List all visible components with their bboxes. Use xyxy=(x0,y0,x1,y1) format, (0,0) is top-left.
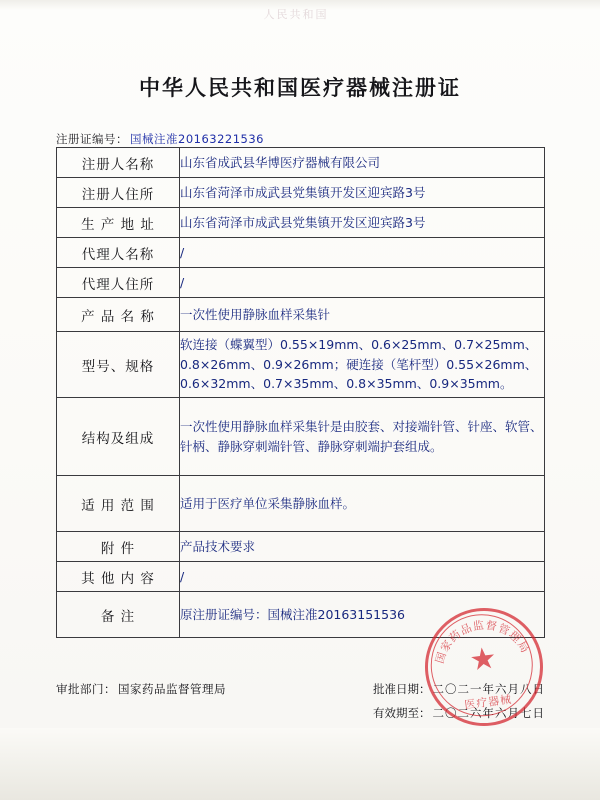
row-value: 山东省成武县华博医疗器械有限公司 xyxy=(180,148,545,178)
table-row xyxy=(57,238,545,268)
row-label: 注册人住所 xyxy=(57,178,180,208)
row-label: 备 注 xyxy=(57,592,180,638)
seal-bottom-text: 医疗器械 xyxy=(463,692,513,712)
valid-until-date xyxy=(373,705,545,721)
valid-until-value: 二〇二六年六月七日 xyxy=(432,706,545,720)
row-label: 产 品 名 称 xyxy=(57,298,180,332)
row-label: 结构及组成 xyxy=(57,398,180,476)
table-row xyxy=(57,592,545,638)
row-label: 生 产 地 址 xyxy=(57,208,180,238)
table-row xyxy=(57,208,545,238)
row-value: 产品技术要求 xyxy=(180,532,545,562)
approval-department-value: 国家药品监督管理局 xyxy=(118,682,226,696)
valid-until-label: 有效期至： xyxy=(373,706,431,720)
seal-arc-text: 国家药品监督管理局 xyxy=(433,618,533,666)
paper-edge-bottom xyxy=(0,728,600,800)
registration-number-value: 国械注准20163221536 xyxy=(130,132,264,146)
table-row xyxy=(57,178,545,208)
row-value: 山东省菏泽市成武县党集镇开发区迎宾路3号 xyxy=(180,208,545,238)
row-value: 一次性使用静脉血样采集针是由胶套、对接端针管、针座、软管、针柄、静脉穿刺端针管、静脉穿刺端护套组成。 xyxy=(180,398,545,476)
table-row xyxy=(57,532,545,562)
row-value: 山东省菏泽市成武县党集镇开发区迎宾路3号 xyxy=(180,178,545,208)
approval-department-label: 审批部门： xyxy=(56,682,116,696)
row-value: 软连接（蝶翼型）0.55×19mm、0.6×25mm、0.7×25mm、0.8×26mm、0.9×26mm；硬连接（笔杆型）0.55×26mm、0.6×32mm、0.7×35mm、0.8×35mm、0.9×35mm。 xyxy=(180,332,545,398)
table-row xyxy=(57,476,545,532)
table-row xyxy=(57,398,545,476)
page-title: 中华人民共和国医疗器械注册证 xyxy=(139,75,461,100)
row-label: 其 他 内 容 xyxy=(57,562,180,592)
row-value: / xyxy=(180,238,545,268)
row-value: / xyxy=(180,562,545,592)
table-row xyxy=(57,268,545,298)
approval-date xyxy=(373,681,545,697)
row-value: / xyxy=(180,268,545,298)
row-value: 适用于医疗单位采集静脉血样。 xyxy=(180,476,545,532)
row-label: 适 用 范 围 xyxy=(57,476,180,532)
row-label: 注册人名称 xyxy=(57,148,180,178)
registration-number-line xyxy=(56,131,264,147)
certificate-table xyxy=(56,147,545,638)
row-label: 型号、规格 xyxy=(57,332,180,398)
approval-date-value: 二〇二一年六月八日 xyxy=(432,682,545,696)
table-row xyxy=(57,298,545,332)
approval-date-label: 批准日期： xyxy=(373,682,431,696)
row-label: 代理人名称 xyxy=(57,238,180,268)
table-row xyxy=(57,148,545,178)
star-icon: ★ xyxy=(467,640,499,679)
row-value: 原注册证编号：国械注准20163151536 xyxy=(180,592,545,638)
approval-department xyxy=(56,681,226,697)
registration-number-label: 注册证编号： xyxy=(56,132,128,146)
ghost-header-text: 人民共和国 xyxy=(263,8,329,21)
table-row xyxy=(57,562,545,592)
row-value: 一次性使用静脉血样采集针 xyxy=(180,298,545,332)
table-row xyxy=(57,332,545,398)
row-label: 代理人住所 xyxy=(57,268,180,298)
row-label: 附 件 xyxy=(57,532,180,562)
